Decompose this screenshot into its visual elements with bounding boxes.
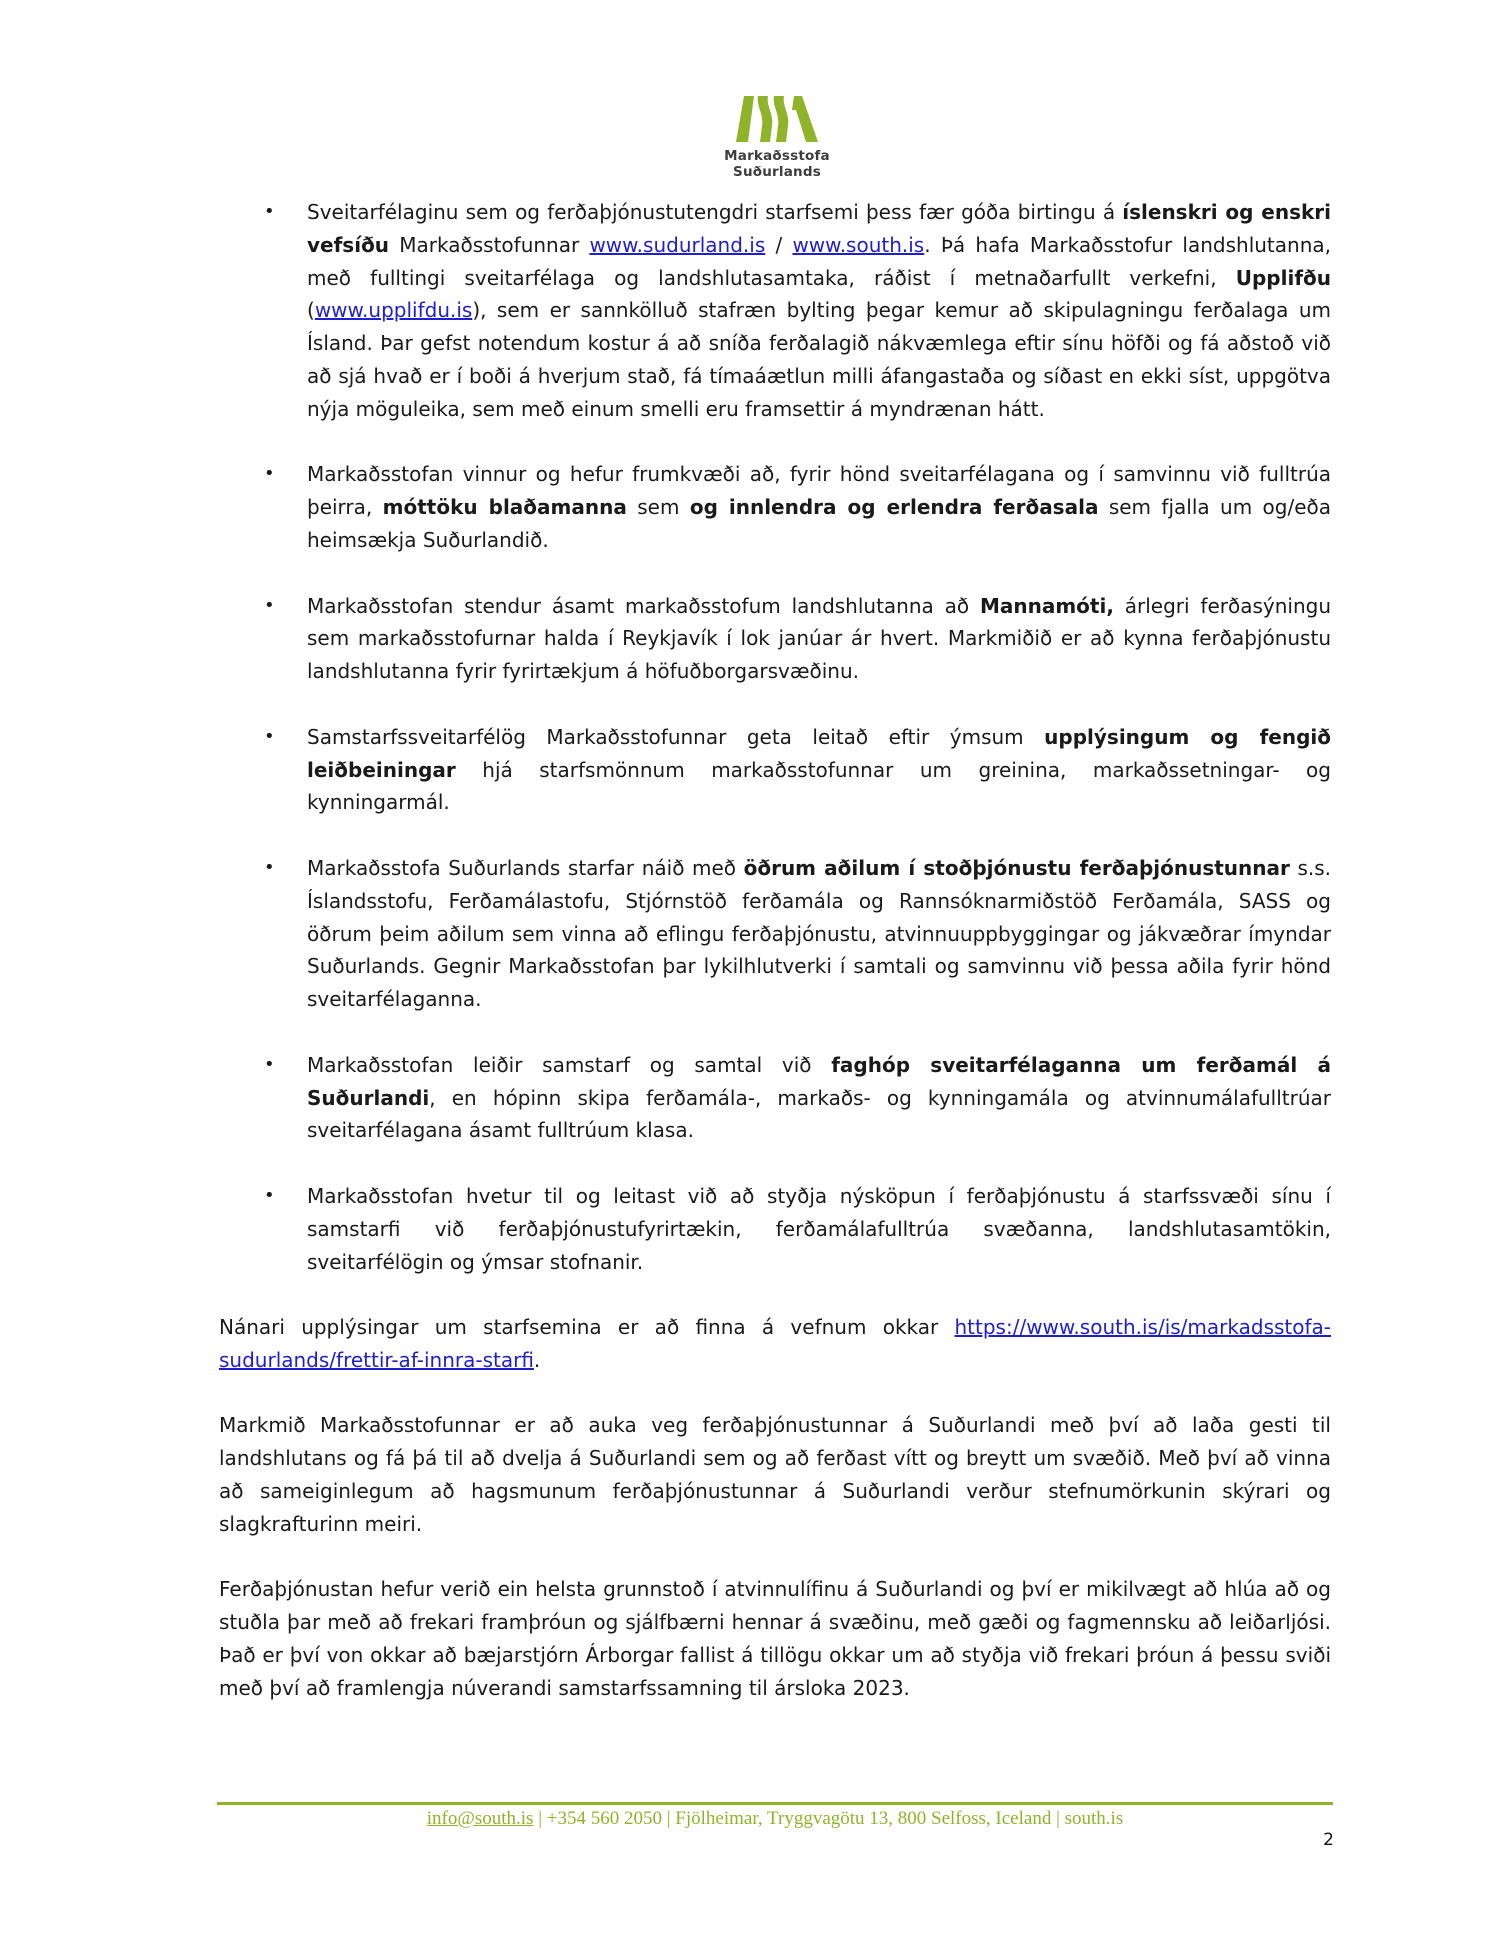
paragraph (219, 1573, 1331, 1704)
bullet-item (219, 1049, 1331, 1147)
bold-text: íslenskri og enskri vefsíðu (307, 200, 1331, 257)
bullet-item (219, 590, 1331, 688)
paragraph (219, 1409, 1331, 1540)
bullet-item (219, 852, 1331, 1016)
paragraph (219, 1311, 1331, 1377)
text-run: ), sem er sannkölluð stafræn bylting þegar kemur að skipulagningu ferðalaga um Ísland. Þar gefst notendum kostur á að sníða ferðalagið nákvæmlega eftir sínu höfði og fá aðstoð við að sjá hvað er í boði á hverjum stað, fá tímaáætlun milli áfangastaða og síðast en ekki síst, uppgötva nýja möguleika, sem með einum smelli eru framsettir á myndrænan hátt. (307, 298, 1331, 421)
bold-text: Mannamóti, (979, 593, 1114, 618)
hyperlink[interactable]: www.south.is (792, 232, 925, 257)
footer-divider (217, 1802, 1333, 1805)
bold-text: öðrum aðilum í stoðþjónustu ferðaþjónustunnar (743, 855, 1290, 880)
text-run: Sveitarfélaginu sem og ferðaþjónustutengdri starfsemi þess fær góða birtingu á (307, 200, 1123, 224)
page-number: 2 (1323, 1830, 1334, 1850)
bold-text: móttöku blaðamanna (382, 495, 627, 520)
bullet-icon: • (264, 594, 275, 616)
text-run: . (533, 1347, 541, 1372)
text-run: árlegri ferðasýningu sem markaðsstofurnar halda í Reykjavík í lok janúar ár hvert. Markmiðið er að kynna ferðaþjónustu landshlutanna fyrir fyrirtækjum á höfuðborgarsvæðinu. (307, 593, 1331, 684)
logo-mark-icon (736, 96, 818, 142)
text-run: Markaðsstofan leiðir samstarf og samtal við (307, 1052, 832, 1077)
logo-text-line2: Suðurlands (733, 164, 821, 180)
paragraph-list (219, 1311, 1331, 1705)
text-run: Markaðsstofa Suðurlands starfar náið með (307, 855, 744, 880)
text-run: , en hópinn skipa ferðamála-, markaðs- og kynningamála og atvinnumálafulltrúar sveitarfélagana ásamt fulltrúum klasa. (307, 1085, 1331, 1143)
footer-contact (217, 1808, 1333, 1830)
text-run: Markaðsstofan hvetur til og leitast við að styðja nýsköpun í ferðaþjónustu á starfssvæði sínu í samstarfi við ferðaþjónustufyrirtækin, ferðamálafulltrúa svæðanna, landshlutasamtökin, sveitarfélögin og ýmsar stofnanir. (307, 1183, 1331, 1274)
bullet-item (219, 1180, 1331, 1278)
bold-text: faghóp sveitarfélaganna um ferðamál á Suðurlandi (307, 1052, 1331, 1110)
text-run: s.s. Íslandsstofu, Ferðamálastofu, Stjórnstöð ferðamála og Rannsóknarmiðstöð Ferðamála, SASS og öðrum þeim aðilum sem vinna að eflingu ferðaþjónustu, atvinnuuppbyggingar og jákvæðrar ímyndar Suðurlands. Gegnir Markaðsstofan þar lykilhlutverki í samtali og samvinnu við þessa aðila fyrir hönd sveitarfélaganna. (307, 855, 1332, 1012)
text-run: ( (307, 298, 315, 323)
bullet-icon: • (264, 725, 275, 747)
bullet-icon: • (264, 856, 275, 878)
bullet-item (219, 721, 1331, 819)
text-run: / (765, 232, 793, 257)
text-run: Markaðsstofunnar (389, 232, 590, 257)
footer-contact-details: | +354 560 2050 | Fjölheimar, Tryggvagötu 13, 800 Selfoss, Iceland | south.is (533, 1808, 1124, 1829)
bullet-icon: • (264, 201, 275, 222)
footer-email-link[interactable]: info@south.is (426, 1808, 534, 1829)
bullet-item (219, 458, 1331, 556)
hyperlink[interactable]: www.sudurland.is (589, 232, 766, 257)
hyperlink[interactable]: www.upplifdu.is (314, 298, 473, 323)
bold-text: Upplifðu (1235, 265, 1331, 290)
company-logo (712, 96, 842, 180)
text-run: Ferðaþjónustan hefur verið ein helsta grunnstoð í atvinnulífinu á Suðurlandi og því er mikilvægt að hlúa að og stuðla þar með að frekari framþróun og sjálfbærni hennar á svæðinu, með gæði og fagmennsku að leiðarljósi. Það er því von okkar að bæjarstjórn Árborgar fallist á tillögu okkar um að styðja við frekari þróun á þessu sviði með því að framlengja núverandi samstarfssamning til ársloka 2023. (219, 1577, 1331, 1700)
bold-text: og innlendra og erlendra ferðasala (689, 495, 1099, 520)
bullet-icon: • (264, 463, 275, 485)
text-run: Nánari upplýsingar um starfsemina er að finna á vefnum okkar (219, 1315, 955, 1340)
text-run: Markmið Markaðsstofunnar er að auka veg ferðaþjónustunnar á Suðurlandi með því að laða gesti til landshlutans og fá þá til að dvelja á Suðurlandi sem og að ferðast vítt og breytt um svæðið. Með því að vinna að sameiginlegum að hagsmunum ferðaþjónustunnar á Suðurlandi verður stefnumörkunin skýrari og slagkrafturinn meiri. (219, 1413, 1331, 1536)
document-body (219, 196, 1331, 1737)
bullet-icon: • (264, 1184, 275, 1206)
text-run: sem (626, 495, 690, 520)
bold-text: upplýsingum og fengið leiðbeiningar (307, 724, 1331, 782)
logo-text-line1: Markaðsstofa (724, 148, 830, 164)
text-run: Markaðsstofan stendur ásamt markaðsstofum landshlutanna að (307, 593, 980, 618)
text-run: hjá starfsmönnum markaðsstofunnar um greinina, markaðssetningar- og kynningarmál. (307, 757, 1331, 815)
hyperlink[interactable]: https://www.south.is/is/markadsstofa-sudurlands/frettir-af-innra-starfi (219, 1315, 1331, 1372)
bullet-list (219, 196, 1331, 1278)
bullet-icon: • (264, 1053, 275, 1075)
text-run: . Þá hafa Markaðsstofur landshlutanna, með fulltingi sveitarfélaga og landshlutasamtaka, ráðist í metnaðarfullt verkefni, (307, 232, 1331, 290)
text-run: Samstarfssveitarfélög Markaðsstofunnar geta leitað eftir ýmsum (307, 724, 1045, 749)
text-run: Markaðsstofan vinnur og hefur frumkvæði að, fyrir hönd sveitarfélagana og í samvinnu við fulltrúa þeirra, (307, 462, 1331, 520)
text-run: sem fjalla um og/eða heimsækja Suðurlandið. (307, 495, 1332, 552)
bullet-item (219, 196, 1331, 426)
